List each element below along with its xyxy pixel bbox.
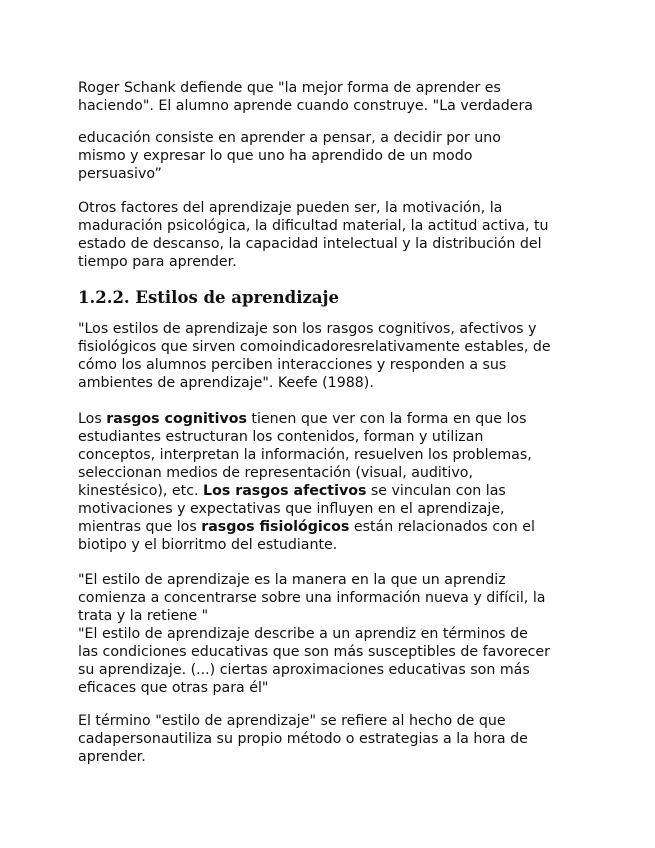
text-run: tienen que ver con la forma en que los bbox=[246, 411, 527, 427]
text-line: biotipo y el biorritmo del estudiante. bbox=[78, 537, 338, 553]
text-line: El término "estilo de aprendizaje" se refiere al hecho de que bbox=[78, 713, 506, 729]
text-line: "Los estilos de aprendizaje son los rasgos cognitivos, afectivos y bbox=[78, 321, 537, 337]
text-run: están relacionados con el bbox=[349, 519, 535, 535]
text-run: se vinculan con las bbox=[366, 483, 506, 499]
text-line: motivaciones y expectativas que influyen en el aprendizaje, bbox=[78, 501, 505, 517]
paragraph-termino bbox=[78, 712, 578, 766]
text-line: su aprendizaje. (...) ciertas aproximaciones educativas son más bbox=[78, 662, 530, 678]
text-run: kinestésico), etc. bbox=[78, 483, 204, 499]
text-line bbox=[78, 482, 578, 500]
paragraph-estilo-quotes bbox=[78, 571, 578, 697]
text-line: trata y la retiene " bbox=[78, 608, 209, 624]
paragraph-keefe-definition bbox=[78, 320, 578, 392]
bold-term-rasgos-fisiologicos: rasgos fisiológicos bbox=[201, 519, 350, 535]
text-line: estudiantes estructuran los contenidos, forman y utilizan bbox=[78, 429, 484, 445]
bold-term-rasgos-cognitivos: rasgos cognitivos bbox=[106, 411, 247, 427]
text-line: fisiológicos que sirven comoindicadoresrelativamente estables, de bbox=[78, 339, 551, 355]
text-line: seleccionan medios de representación (visual, auditivo, bbox=[78, 465, 473, 481]
text-line bbox=[78, 410, 578, 428]
section-heading: 1.2.2. Estilos de aprendizaje bbox=[78, 288, 340, 307]
text-line: ambientes de aprendizaje". Keefe (1988). bbox=[78, 375, 374, 391]
text-line: Roger Schank defiende que "la mejor forma de aprender es bbox=[78, 80, 501, 96]
text-line: Otros factores del aprendizaje pueden ser, la motivación, la bbox=[78, 200, 503, 216]
text-line: cómo los alumnos perciben interacciones y responden a sus bbox=[78, 357, 507, 373]
text-line: cadapersonautiliza su propio método o estrategias a la hora de bbox=[78, 731, 528, 747]
text-line: eficaces que otras para él" bbox=[78, 680, 269, 696]
text-line: tiempo para aprender. bbox=[78, 254, 237, 270]
text-line: comienza a concentrarse sobre una información nueva y difícil, la bbox=[78, 590, 546, 606]
text-line: aprender. bbox=[78, 749, 146, 765]
text-line: educación consiste en aprender a pensar, a decidir por uno bbox=[78, 130, 501, 146]
paragraph-schank-intro bbox=[78, 79, 578, 115]
text-line: "El estilo de aprendizaje describe a un aprendiz en términos de bbox=[78, 626, 528, 642]
text-line: haciendo". El alumno aprende cuando construye. "La verdadera bbox=[78, 98, 533, 114]
text-line: estado de descanso, la capacidad intelectual y la distribución del bbox=[78, 236, 542, 252]
paragraph-other-factors bbox=[78, 199, 578, 271]
text-line: persuasivo” bbox=[78, 166, 162, 182]
text-line: mismo y expresar lo que uno ha aprendido de un modo bbox=[78, 148, 473, 164]
text-line: conceptos, interpretan la información, resuelven los problemas, bbox=[78, 447, 532, 463]
paragraph-schank-quote bbox=[78, 129, 578, 183]
paragraph-rasgos bbox=[78, 410, 578, 554]
bold-term-rasgos-afectivos: Los rasgos afectivos bbox=[203, 483, 367, 499]
text-line: "El estilo de aprendizaje es la manera en la que un aprendiz bbox=[78, 572, 506, 588]
text-line: las condiciones educativas que son más susceptibles de favorecer bbox=[78, 644, 550, 660]
text-run: mientras que los bbox=[78, 519, 202, 535]
text-line bbox=[78, 518, 578, 536]
text-run: Los bbox=[78, 411, 107, 427]
text-line: maduración psicológica, la dificultad material, la actitud activa, tu bbox=[78, 218, 549, 234]
